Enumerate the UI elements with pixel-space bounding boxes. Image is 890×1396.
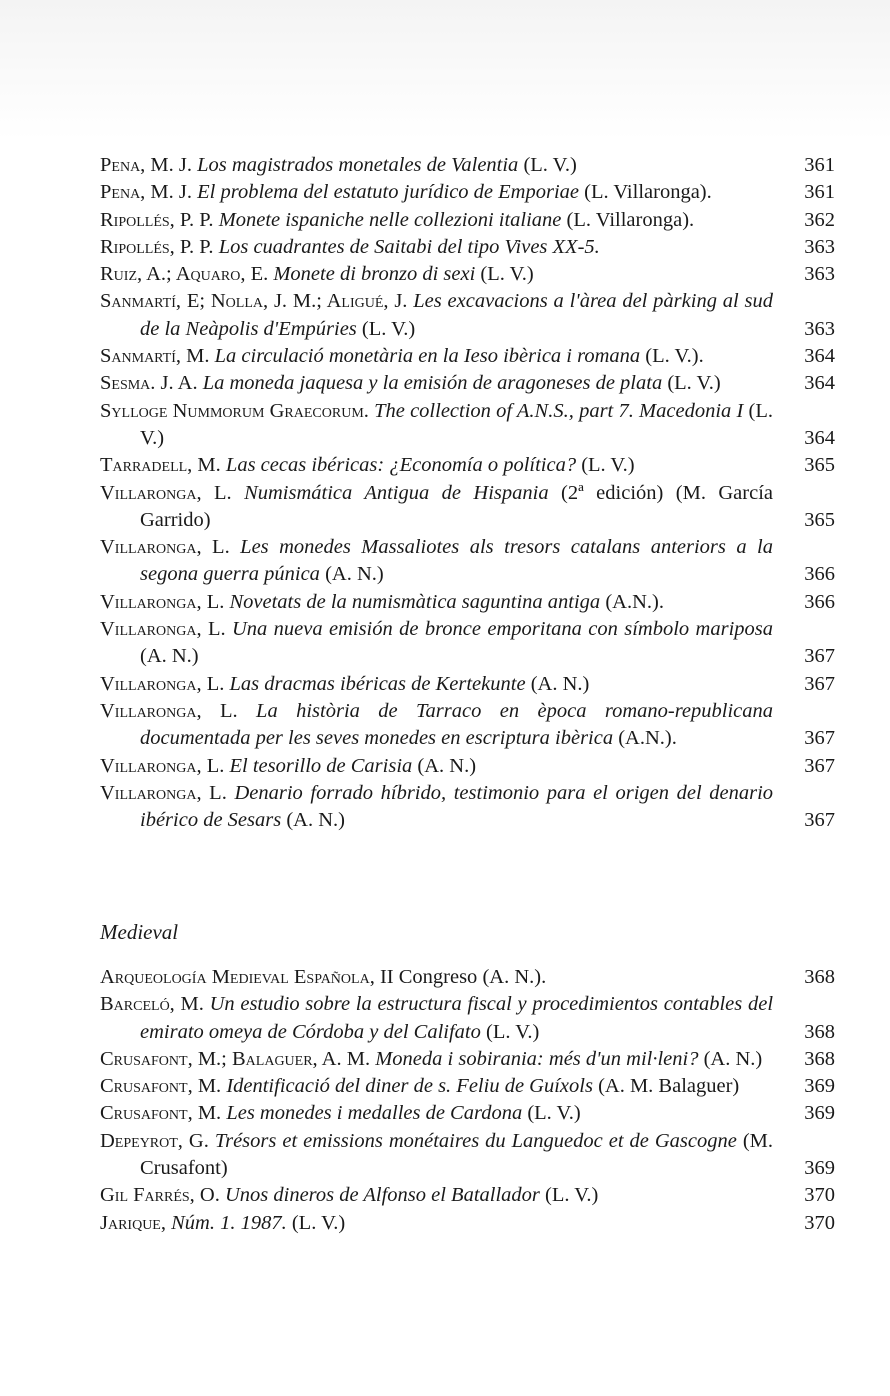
index-entry xyxy=(100,261,835,288)
entry-author: Crusafont, M. xyxy=(100,1075,222,1098)
entry-title: Unos dineros de Alfonso el Batallador xyxy=(224,1184,540,1207)
entry-reviewer: (L. V.) xyxy=(291,1211,346,1234)
entry-author: Villaronga, L. xyxy=(100,618,226,641)
entry-page-number: 364 xyxy=(800,370,835,397)
entry-page-number: 366 xyxy=(800,589,835,616)
entry-author: Jarique, xyxy=(100,1211,166,1234)
entry-author: Villaronga, L. xyxy=(100,699,238,722)
index-entry xyxy=(100,398,835,453)
entry-author: Villaronga, L. xyxy=(100,672,225,695)
entry-page-number: 370 xyxy=(800,1210,835,1237)
entry-title: Moneda i sobirania: més d'un mil·leni? xyxy=(375,1047,699,1070)
index-entry xyxy=(100,179,835,206)
entry-page-number: 361 xyxy=(800,179,835,206)
entry-author: Villaronga, L. xyxy=(100,754,225,777)
entry-page-number: 368 xyxy=(800,1046,835,1073)
index-entry xyxy=(100,370,835,397)
entry-reviewer: (A. N.) xyxy=(703,1047,763,1070)
index-entry xyxy=(100,343,835,370)
entry-author: Sylloge Nummorum Graecorum. xyxy=(100,399,369,422)
entry-author: Sanmartí, E; Nolla, J. M.; Aligué, J. xyxy=(100,290,408,313)
entry-page-number: 367 xyxy=(800,807,835,834)
entry-page-number: 365 xyxy=(800,507,835,534)
entry-page-number: 369 xyxy=(800,1100,835,1127)
entry-reviewer: (L. V.) xyxy=(361,317,416,340)
entry-author: Tarradell, M. xyxy=(100,454,221,477)
entry-title: Les monedes i medalles de Cardona xyxy=(226,1102,523,1125)
entry-title: II Congreso xyxy=(379,966,478,988)
entry-page-number: 368 xyxy=(800,1019,835,1046)
entry-page-number: 368 xyxy=(800,964,835,991)
entry-title: Numismática Antigua de Hispania xyxy=(244,481,549,504)
entry-author: Villaronga, L. xyxy=(100,481,232,504)
entry-reviewer: (A. N.) xyxy=(417,754,477,777)
index-entry xyxy=(100,234,835,261)
index-entry xyxy=(100,207,835,234)
entry-reviewer: (A. N.) xyxy=(325,563,384,586)
entry-author: Barceló, M. xyxy=(100,993,204,1016)
index-entry xyxy=(100,1100,835,1127)
index-entry xyxy=(100,288,835,343)
entry-reviewer: (A.N.). xyxy=(618,727,677,750)
entry-author: Sanmartí, M. xyxy=(100,345,210,368)
entry-author: Ruiz, A.; Aquaro, E. xyxy=(100,263,269,286)
entry-page-number: 363 xyxy=(800,261,835,288)
index-entry xyxy=(100,452,835,479)
entry-reviewer: (L. V.) xyxy=(581,454,635,477)
section-title: Medieval xyxy=(100,920,179,944)
review-index-ancient xyxy=(100,152,835,834)
index-entry xyxy=(100,1210,835,1237)
entry-page-number: 369 xyxy=(800,1073,835,1100)
entry-page-number: 367 xyxy=(800,753,835,780)
entry-author: Gil Farrés, O. xyxy=(100,1184,220,1207)
entry-reviewer: (L. V.) xyxy=(527,1102,581,1125)
entry-title: The collection of A.N.S., part 7. Macedonia I xyxy=(374,399,744,422)
entry-reviewer: (M. Crusafont) xyxy=(140,1129,773,1180)
entry-author: Ripollés, P. P. xyxy=(100,208,214,231)
entry-reviewer: (L. V.) xyxy=(545,1184,599,1207)
index-entry xyxy=(100,991,835,1046)
entry-title: La moneda jaquesa y la emisión de aragoneses de plata xyxy=(202,372,663,395)
entry-reviewer: (A.N.). xyxy=(605,590,664,613)
entry-author: Depeyrot, G. xyxy=(100,1129,209,1152)
entry-title: Los cuadrantes de Saitabi del tipo Vives XX-5. xyxy=(218,235,600,258)
index-entry xyxy=(100,753,835,780)
entry-author: Villaronga, L. xyxy=(100,590,225,613)
entry-author: Pena, M. J. xyxy=(100,154,193,176)
entry-title: Denario forrado híbrido, testimonio para el origen del denario ibérico de Sesars xyxy=(140,781,774,832)
entry-title: Trésors et emissions monétaires du Languedoc et de Gascogne xyxy=(214,1129,737,1152)
index-entry xyxy=(100,616,835,671)
index-entry xyxy=(100,1128,835,1183)
entry-page-number: 366 xyxy=(800,561,835,588)
entry-reviewer: (L. Villaronga). xyxy=(566,208,695,231)
entry-title: El tesorillo de Carisia xyxy=(229,754,413,777)
entry-author: Crusafont, M.; Balaguer, A. M. xyxy=(100,1047,371,1070)
entry-reviewer: (L. V.) xyxy=(667,372,721,395)
index-entry xyxy=(100,1046,835,1073)
index-entry xyxy=(100,480,835,535)
entry-reviewer: (2ª edición) (M. García Garrido) xyxy=(140,481,773,531)
entry-page-number: 370 xyxy=(800,1182,835,1209)
index-entry xyxy=(100,589,835,616)
entry-reviewer: (L. V.) xyxy=(523,154,577,176)
entry-reviewer: (L. V.) xyxy=(486,1020,540,1043)
entry-author: Arqueología Medieval Española, xyxy=(100,966,375,988)
entry-page-number: 365 xyxy=(800,452,835,479)
index-entry xyxy=(100,671,835,698)
entry-title: Los magistrados monetales de Valentia xyxy=(197,154,519,176)
entry-title: La història de Tarraco en època romano-republicana documentada per les seves monedes en escriptura ibèrica xyxy=(140,699,774,750)
entry-title: Una nueva emisión de bronce emporitana con símbolo mariposa xyxy=(231,618,773,641)
index-entry xyxy=(100,964,835,991)
entry-author: Crusafont, M. xyxy=(100,1102,222,1125)
entry-page-number: 363 xyxy=(800,234,835,261)
entry-reviewer: (A. N.). xyxy=(482,966,547,988)
entry-title: Les monedes Massaliotes als tresors catalans anteriors a la segona guerra púnica xyxy=(140,536,774,586)
entry-page-number: 364 xyxy=(800,343,835,370)
entry-title: Monete ispaniche nelle collezioni italiane xyxy=(218,208,562,231)
entry-page-number: 362 xyxy=(800,207,835,234)
entry-title: Monete di bronzo di sexi xyxy=(273,263,476,286)
entry-reviewer: (L. V.). xyxy=(645,345,704,368)
entry-page-number: 367 xyxy=(800,643,835,670)
entry-reviewer: (L. V.) xyxy=(140,399,774,449)
entry-reviewer: (A. N.) xyxy=(286,809,345,832)
entry-page-number: 367 xyxy=(800,725,835,752)
review-index-medieval xyxy=(100,964,835,1237)
entry-page-number: 367 xyxy=(800,671,835,698)
index-entry xyxy=(100,698,835,753)
entry-author: Villaronga, L. xyxy=(100,536,230,559)
index-entry xyxy=(100,1182,835,1209)
entry-page-number: 369 xyxy=(800,1155,835,1182)
index-entry xyxy=(100,1073,835,1100)
entry-title: Núm. 1. 1987. xyxy=(171,1211,287,1234)
entry-title: Un estudio sobre la estructura fiscal y procedimientos contables del emirato omeya de Córdoba y del Califato xyxy=(140,993,774,1043)
entry-title: Novetats de la numismàtica saguntina antiga xyxy=(229,590,601,613)
entry-author: Villaronga, L. xyxy=(100,781,227,804)
entry-author: Sesma. J. A. xyxy=(100,372,198,395)
entry-title: Les excavacions a l'àrea del pàrking al sud de la Neàpolis d'Empúries xyxy=(140,290,774,340)
entry-reviewer: (L. Villaronga). xyxy=(584,181,712,204)
entry-reviewer: (A. N.) xyxy=(140,645,199,668)
page-shadow xyxy=(0,0,890,140)
index-entry xyxy=(100,534,835,589)
entry-reviewer: (L. V.) xyxy=(480,263,534,286)
entry-title: Las cecas ibéricas: ¿Economía o política? xyxy=(225,454,577,477)
entry-page-number: 364 xyxy=(800,425,835,452)
index-entry xyxy=(100,780,835,835)
index-entry xyxy=(100,152,835,179)
entry-title: Identificació del diner de s. Feliu de Guíxols xyxy=(226,1075,593,1098)
entry-author: Pena, M. J. xyxy=(100,181,193,204)
entry-title: La circulació monetària en la Ieso ibèrica i romana xyxy=(214,345,641,368)
entry-page-number: 363 xyxy=(800,316,835,343)
entry-author: Ripollés, P. P. xyxy=(100,235,214,258)
entry-reviewer: (A. N.) xyxy=(530,672,590,695)
entry-title: Las dracmas ibéricas de Kertekunte xyxy=(229,672,526,695)
entry-page-number: 361 xyxy=(800,152,835,179)
entry-title: El problema del estatuto jurídico de Emporiae xyxy=(197,181,579,204)
entry-reviewer: (A. M. Balaguer) xyxy=(598,1075,740,1098)
